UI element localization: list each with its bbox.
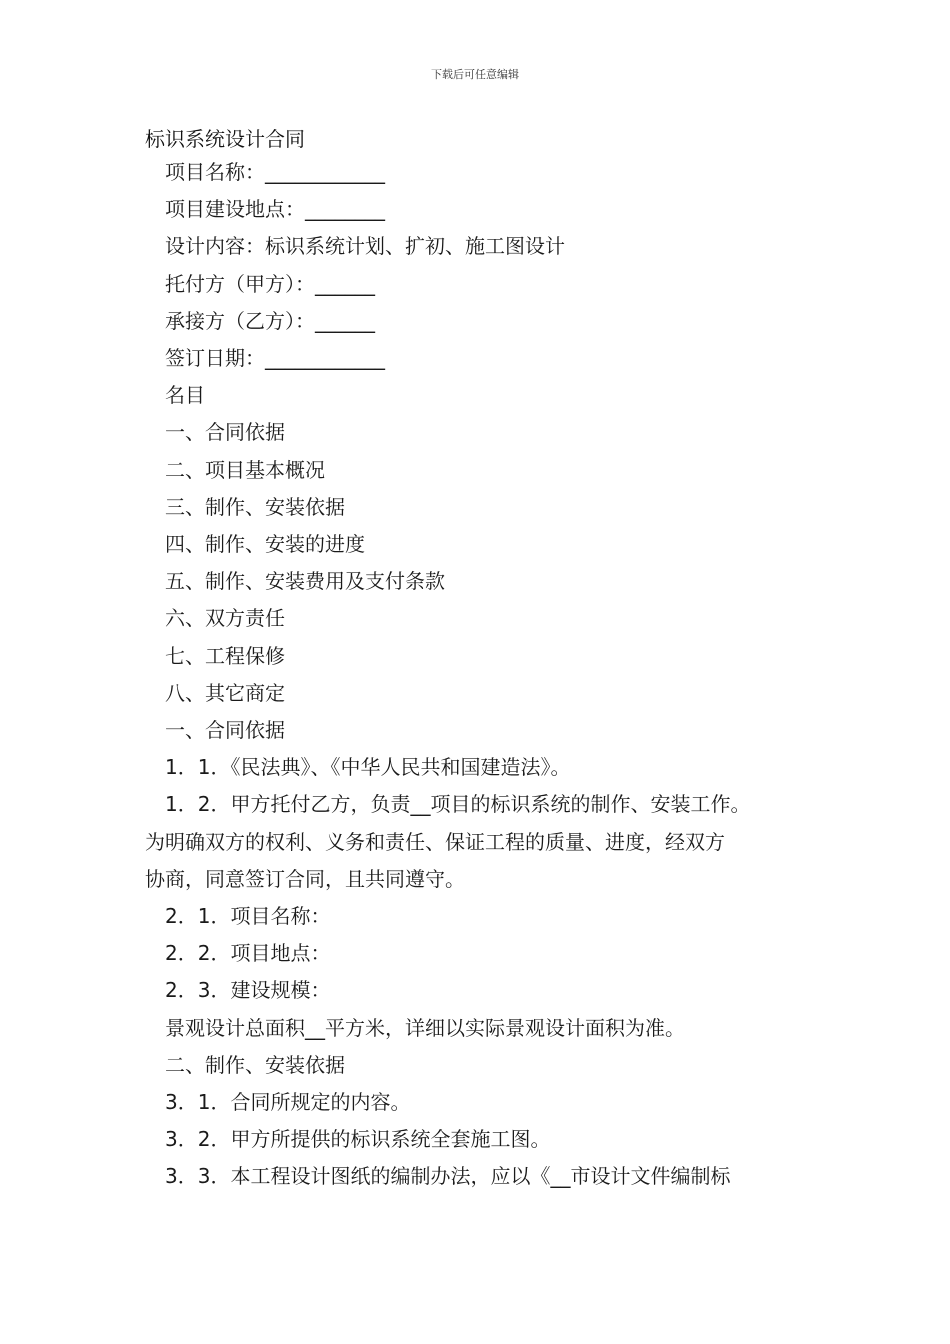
document-line: 六、双方责任 <box>165 606 285 630</box>
document-line: 设计内容：标识系统计划、扩初、施工图设计 <box>165 234 565 258</box>
document-line: 八、其它商定 <box>165 681 285 705</box>
document-line: 3．1．合同所规定的内容。 <box>165 1090 411 1114</box>
document-line: 2．3．建设规模： <box>165 978 331 1002</box>
document-line: 二、项目基本概况 <box>165 458 325 482</box>
document-line: 五、制作、安装费用及支付条款 <box>165 569 445 593</box>
document-line: 2．2．项目地点： <box>165 941 331 965</box>
document-line: 协商，同意签订合同，且共同遵守。 <box>145 867 465 891</box>
document-line: 名目 <box>165 383 205 407</box>
document-title: 标识系统设计合同 <box>145 127 305 151</box>
document-line: 景观设计总面积__平方米，详细以实际景观设计面积为准。 <box>165 1016 685 1040</box>
document-line: 2．1．项目名称： <box>165 904 331 928</box>
document-line: 托付方（甲方）：______ <box>165 272 375 296</box>
document-line: 1．2．甲方托付乙方，负责__项目的标识系统的制作、安装工作。 <box>165 792 751 816</box>
document-line: 3．3．本工程设计图纸的编制办法，应以《__市设计文件编制标 <box>165 1164 731 1188</box>
document-line: 一、合同依据 <box>165 718 285 742</box>
document-line: 四、制作、安装的进度 <box>165 532 365 556</box>
document-line: 为明确双方的权利、义务和责任、保证工程的质量、进度，经双方 <box>145 830 725 854</box>
document-line: 3．2．甲方所提供的标识系统全套施工图。 <box>165 1127 551 1151</box>
document-line: 七、工程保修 <box>165 644 285 668</box>
document-line: 三、制作、安装依据 <box>165 495 345 519</box>
document-line: 签订日期：____________ <box>165 346 385 370</box>
document-line: 一、合同依据 <box>165 420 285 444</box>
document-line: 项目建设地点：________ <box>165 197 385 221</box>
document-line: 项目名称：____________ <box>165 160 385 184</box>
document-line: 二、制作、安装依据 <box>165 1053 345 1077</box>
document-line: 承接方（乙方）：______ <box>165 309 375 333</box>
page-header: 下载后可任意编辑 <box>431 68 519 81</box>
document-line: 1．1．《民法典》、《中华人民共和国建造法》。 <box>165 755 571 779</box>
